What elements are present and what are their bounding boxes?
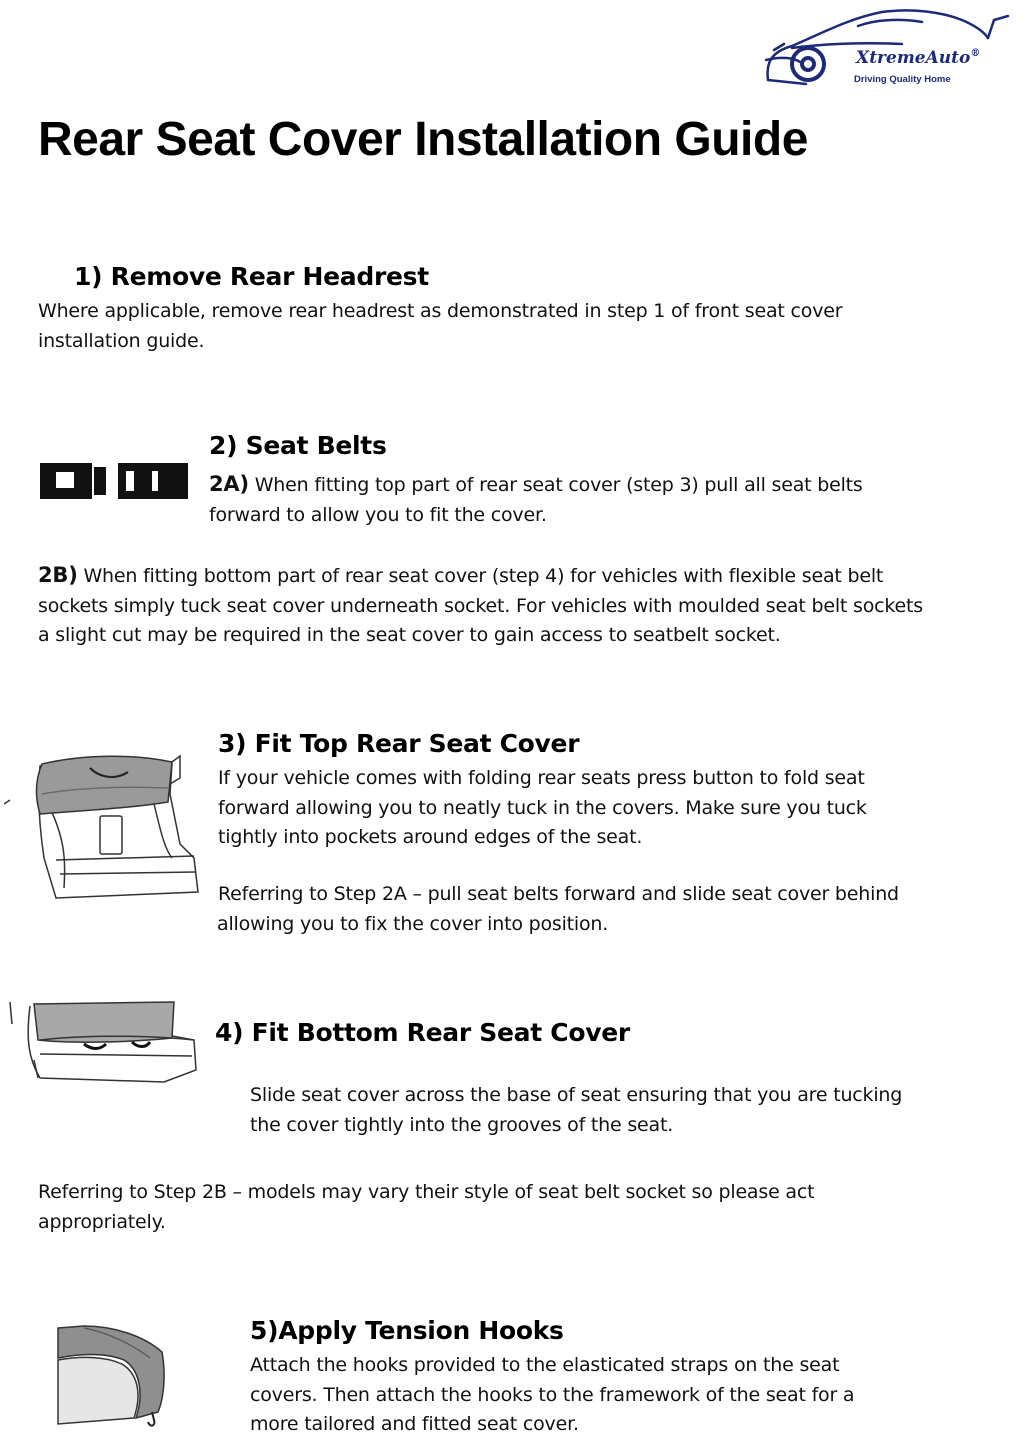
step1-text: Where applicable, remove rear headrest as demonstrated in step 1 of front seat cover installation guide. [38,300,843,352]
step2a-label: 2A) [209,472,249,496]
step2a-paragraph [209,470,909,530]
step5-heading: 5)Apply Tension Hooks [250,1316,564,1345]
step4-heading: 4) Fit Bottom Rear Seat Cover [215,1018,630,1047]
seat-belt-buckle-icon [38,459,190,503]
step2b-paragraph [38,561,923,651]
step4-text1: Slide seat cover across the base of seat ensuring that you are tucking the cover tightly into the grooves of the seat. [250,1084,903,1136]
step4-text2: Referring to Step 2B – models may vary their style of seat belt socket so please act appropriately. [38,1181,815,1233]
step5-text: Attach the hooks provided to the elasticated straps on the seat covers. Then attach the hooks to the framework of the seat for a more tailored and fitted seat cover. [250,1354,855,1435]
step1-heading: 1) Remove Rear Headrest [74,262,429,291]
registered-mark: ® [970,48,981,59]
page-title: Rear Seat Cover Installation Guide [38,113,808,166]
rear-seat-top-illustration [4,748,200,904]
brand-logo [762,4,1012,90]
step2a-text: When fitting top part of rear seat cover (step 3) pull all seat belts forward to allow you to fit the cover. [209,474,863,526]
brand-tagline: Driving Quality Home [854,74,951,85]
step2b-text: When fitting bottom part of rear seat cover (step 4) for vehicles with flexible seat belt sockets simply tuck seat cover underneath socket. For vehicles with moulded seat belt sockets a slight cut may be required in the seat cover to gain access to seatbelt socket. [38,565,923,646]
step3-text1: If your vehicle comes with folding rear seats press button to fold seat forward allowing you to neatly tuck in the covers. Make sure you tuck tightly into pockets around edges of the seat. [218,767,867,848]
step3-heading: 3) Fit Top Rear Seat Cover [218,729,580,758]
step2-heading: 2) Seat Belts [209,431,387,460]
step2b-label: 2B) [38,563,78,587]
rear-seat-bottom-illustration [4,998,200,1084]
step3-text2: Referring to Step 2A – pull seat belts forward and slide seat cover behind allowing you to fix the cover into position. [217,883,899,935]
brand-name: XtremeAuto [856,48,971,68]
tension-hook-illustration [54,1324,170,1430]
